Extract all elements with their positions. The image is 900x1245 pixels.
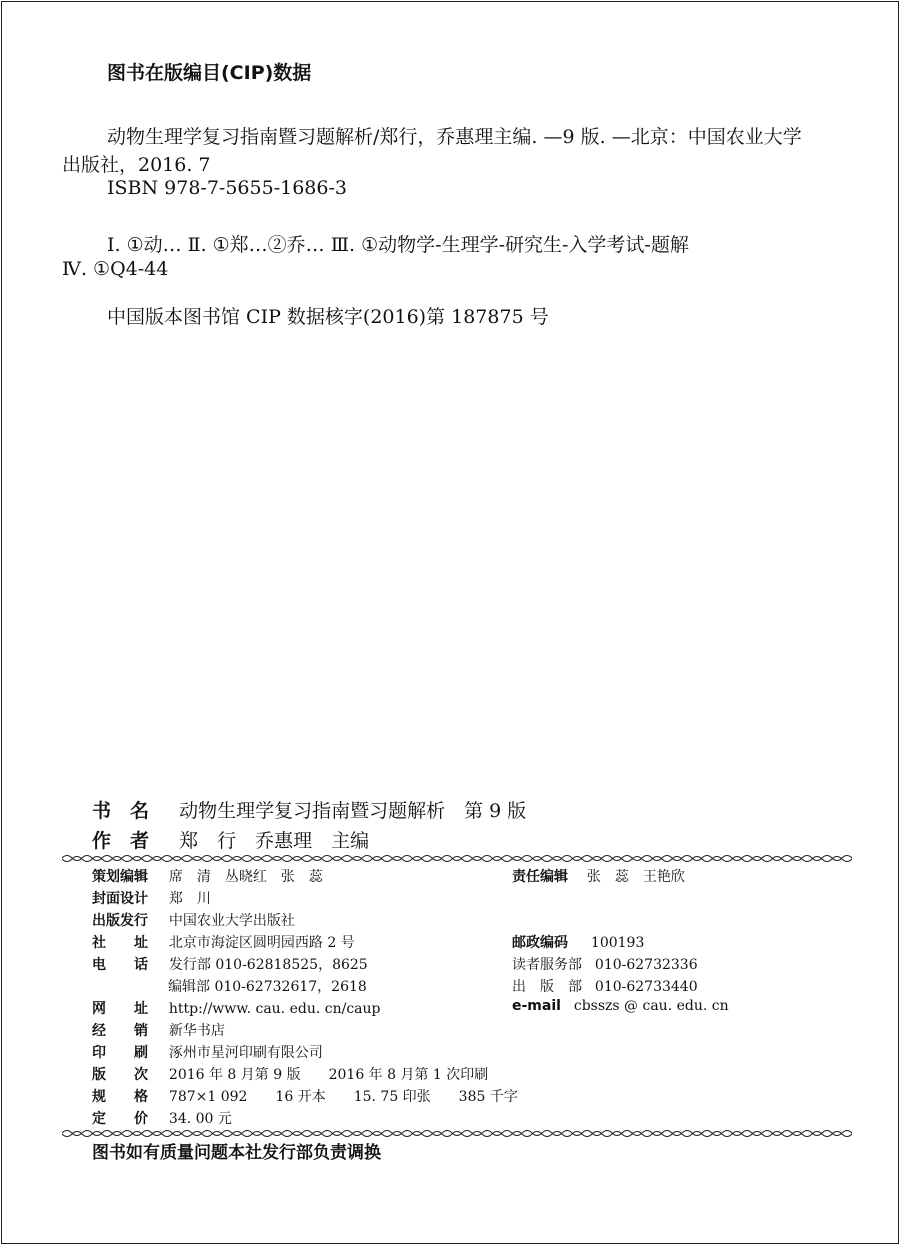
cip-verification-number: 中国版本图书馆 CIP 数据核字(2016)第 187875 号 [107,306,549,328]
book-title-row [92,796,526,823]
cip-heading: 图书在版编目(CIP)数据 [107,62,312,84]
row-publishing-dept [512,976,698,996]
publishing-dept-value: 010-62733440 [594,979,698,995]
publisher-value: 中国农业大学出版社 [168,913,295,929]
publishing-dept-label: 出 版 部 [512,979,582,995]
website-value: http://www. cau. edu. cn/caup [168,1001,381,1017]
edition-value: 2016 年 8 月第 9 版 2016 年 8 月第 1 次印刷 [168,1067,489,1083]
planning-editor-value: 席 清 丛晓红 张 蕊 [168,869,323,885]
row-cover-design [92,888,211,908]
price-value: 34. 00 元 [168,1111,232,1127]
spec-label: 规 格 [92,1089,148,1105]
row-postcode [512,932,644,952]
postcode-label: 邮政编码 [512,935,568,951]
cover-design-value: 郑 川 [168,891,211,907]
printer-label: 印 刷 [92,1045,148,1061]
website-label: 网 址 [92,1001,148,1017]
row-distributor [92,1020,225,1040]
phone-value-1: 发行部 010-62818525，8625 [168,957,368,973]
book-author-label: 作 者 [92,830,150,852]
cip-classification-line-1: Ⅰ. ①动… Ⅱ. ①郑…②乔… Ⅲ. ①动物学-生理学-研究生-入学考试-题解 [107,234,689,256]
price-label: 定 价 [92,1111,148,1127]
book-author-value: 郑 行 乔惠理 主编 [179,830,370,852]
row-planning-editor [92,866,323,886]
responsible-editor-label: 责任编辑 [512,869,568,885]
address-value: 北京市海淀区圆明园西路 2 号 [168,935,355,951]
address-label: 社 址 [92,935,148,951]
postcode-value: 100193 [590,935,645,951]
row-responsible-editor [512,866,685,886]
row-reader-service [512,954,698,974]
cip-classification-line-2: Ⅳ. ①Q4-44 [62,258,169,280]
responsible-editor-value: 张 蕊 王艳欣 [586,869,685,885]
spec-value: 787×1 092 16 开本 15. 75 印张 385 千字 [168,1089,518,1105]
row-price [92,1108,232,1128]
cover-design-label: 封面设计 [92,891,148,907]
row-email [512,998,729,1014]
row-address [92,932,355,952]
row-phone [92,954,368,974]
printer-value: 涿州市星河印刷有限公司 [168,1045,323,1061]
reader-service-value: 010-62732336 [594,957,698,973]
row-publisher [92,910,295,930]
book-title-value: 动物生理学复习指南暨习题解析 第 9 版 [179,800,527,822]
row-printer [92,1042,323,1062]
email-value: cbsszs @ cau. edu. cn [573,998,729,1014]
book-title-label: 书 名 [92,800,150,822]
publisher-label: 出版发行 [92,913,148,929]
planning-editor-label: 策划编辑 [92,869,148,885]
quality-guarantee-note: 图书如有质量问题本社发行部负责调换 [92,1143,381,1163]
email-label: e-mail [512,998,561,1014]
phone-label: 电 话 [92,957,148,973]
cip-record-line-2: 出版社，2016. 7 [62,154,211,176]
row-spec [92,1086,518,1106]
wavy-divider-top [62,852,852,864]
distributor-value: 新华书店 [168,1023,225,1039]
cip-record-line-1: 动物生理学复习指南暨习题解析/郑行，乔惠理主编. —9 版. —北京：中国农业大学 [107,126,802,148]
phone-value-2: 编辑部 010-62732617，2618 [168,979,367,995]
row-website [92,998,381,1018]
distributor-label: 经 销 [92,1023,148,1039]
row-edition [92,1064,488,1084]
reader-service-label: 读者服务部 [512,957,582,973]
cip-isbn: ISBN 978-7-5655-1686-3 [107,177,347,199]
edition-label: 版 次 [92,1067,148,1083]
book-author-row [92,826,369,853]
